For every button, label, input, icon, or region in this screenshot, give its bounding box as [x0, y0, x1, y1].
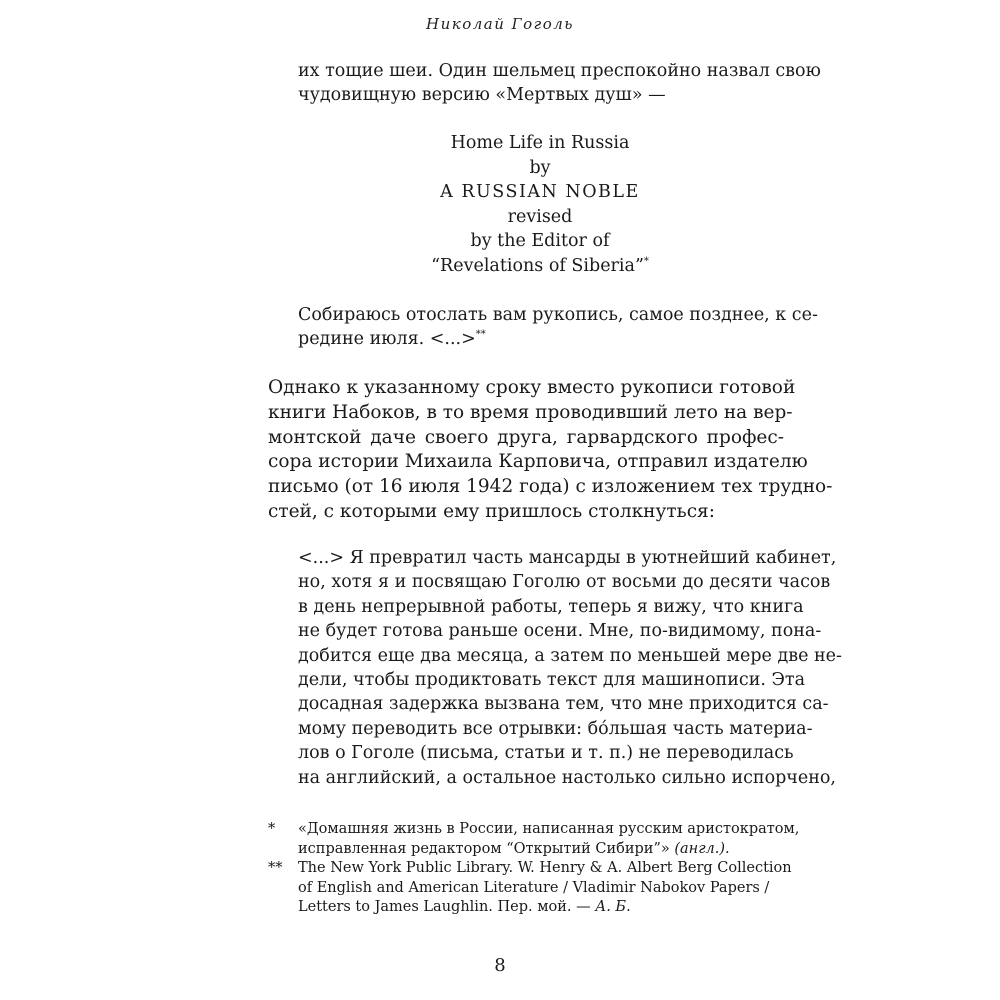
- running-head: Николай Гоголь: [426, 15, 574, 33]
- body-line: стей, с которыми ему пришлось столкнуться:: [268, 500, 715, 522]
- book-title-block: [0, 131, 1000, 278]
- body-paragraph: [268, 376, 833, 525]
- quote-letter: [298, 546, 842, 790]
- footnotes: [268, 820, 800, 918]
- footnote-text: [298, 820, 800, 859]
- letter-line: досадная задержка вызвана тем, что мне приходится са-: [298, 694, 829, 715]
- title-line-text: “Revelations of Siberia”: [431, 255, 644, 276]
- letter-line: не будет готова раньше осени. Мне, по-видимому, пона-: [298, 621, 822, 642]
- body-line: письмо (от 16 июля 1942 года) с изложением тех трудно-: [268, 476, 833, 498]
- footnote-mark: **: [268, 860, 283, 876]
- title-author-line: A RUSSIAN NOBLE: [440, 182, 640, 202]
- footnote-line: The New York Public Library. W. Henry & A. Albert Berg Collection: [298, 860, 792, 876]
- quote-intro-line: чудовищную версию «Мертвых душ» —: [298, 85, 666, 105]
- footnote: [268, 820, 800, 859]
- footnote-text: [298, 859, 792, 918]
- quote-send: [298, 303, 818, 351]
- body-line: монтской даче своего друга, гарвардского профес-: [268, 426, 784, 448]
- body-line: книги Набоков, в то время проводивший лето на вер-: [268, 401, 793, 423]
- footnote-lang-note: (англ.).: [674, 840, 730, 857]
- letter-line: дели, чтобы продиктовать текст для машинописи. Эта: [298, 670, 806, 691]
- page-number: 8: [494, 955, 506, 976]
- title-line-with-mark: [0, 254, 1000, 279]
- title-line: by: [529, 157, 551, 178]
- footnote: [268, 859, 792, 918]
- footnote-line-text: Letters to James Laughlin. Пер. мой. —: [298, 899, 591, 915]
- footnote-line-text: исправленная редактором “Открытий Сибири”»: [298, 840, 670, 857]
- quote-intro: [298, 59, 821, 107]
- letter-line: но, хотя я и посвящаю Гоголю от восьми до десяти часов: [298, 572, 831, 593]
- letter-line: добится еще два месяца, а затем по меньшей мере две не-: [298, 645, 842, 666]
- quote-send-line-text: редине июля. <...>: [298, 329, 476, 349]
- title-line: revised: [507, 206, 573, 227]
- footnote-line: of English and American Literature / Vladimir Nabokov Papers /: [298, 879, 770, 896]
- letter-line: <...> Я превратил часть мансарды в уютнейший кабинет,: [298, 548, 837, 568]
- footnote-line: [298, 840, 784, 860]
- letter-line: в день непрерывной работы, теперь я вижу, что книга: [298, 596, 804, 617]
- letter-line: лов о Гоголе (письма, статьи и т. п.) не переводилась: [298, 743, 794, 764]
- quote-send-line: Собираюсь отослать вам рукопись, самое позднее, к се-: [298, 305, 818, 325]
- title-line: by the Editor of: [470, 231, 610, 251]
- body-line: сора истории Михаила Карповича, отправил издателю: [268, 451, 808, 473]
- footnote-line: [298, 898, 784, 918]
- footnote-line: «Домашняя жизнь в России, написанная русским аристократом,: [298, 821, 800, 837]
- title-line: Home Life in Russia: [450, 133, 630, 153]
- letter-line: на английский, а остальное настолько сильно испорчено,: [298, 767, 836, 788]
- footnote-mark: *: [268, 821, 276, 837]
- body-line: Однако к указанному сроку вместо рукописи готовой: [268, 377, 796, 398]
- letter-line: мому переводить все отрывки: бóльшая часть материа-: [298, 718, 813, 739]
- footnote-ref: *: [643, 255, 649, 267]
- quote-send-line-with-mark: [298, 327, 784, 351]
- quote-intro-line: их тощие шеи. Один шельмец преспокойно назвал свою: [298, 61, 821, 81]
- footnote-translator-initials: А. Б.: [595, 899, 631, 915]
- footnote-ref: **: [475, 329, 486, 341]
